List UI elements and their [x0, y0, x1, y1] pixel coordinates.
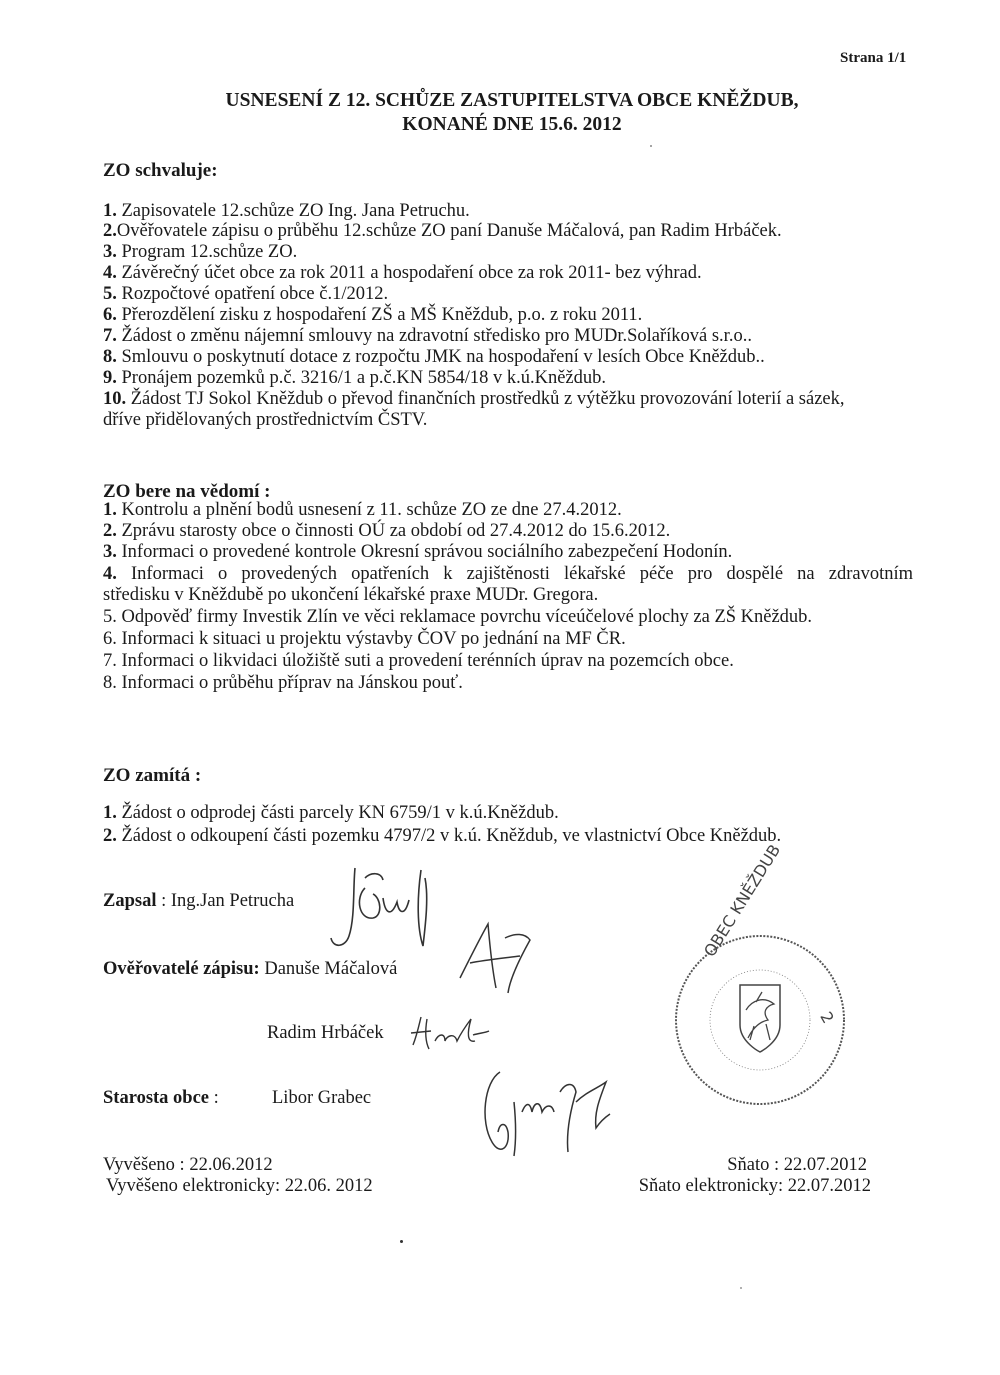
verifier-1-signature — [450, 918, 540, 998]
recorder-line: Zapsal : Ing.Jan Petrucha — [103, 891, 295, 911]
page-number: Strana 1/1 — [840, 50, 907, 66]
note-item: 1. Kontrolu a plnění bodů usnesení z 11. schůze ZO ze dne 27.4.2012. — [103, 500, 622, 520]
note-item-continuation: středisku v Kněždubě po ukončení lékařské praxe MUDr. Gregora. — [103, 585, 599, 605]
approve-item: 5. Rozpočtové opatření obce č.1/2012. — [103, 284, 389, 304]
recorder-name: Ing.Jan Petrucha — [170, 891, 295, 911]
note-item: 4. Informaci o provedených opatřeních k zajištěnosti lékařské péče pro dospělé na zdravotním — [103, 564, 913, 584]
scan-speck — [740, 1287, 742, 1289]
document-subtitle: KONANÉ DNE 15.6. 2012 — [402, 114, 622, 135]
posted-electronic-date: Vyvěšeno elektronicky: 22.06. 2012 — [106, 1176, 373, 1196]
mayor-signature — [470, 1052, 620, 1172]
mayor-line: Starosta obce : — [103, 1088, 219, 1108]
verifier-1-name: Danuše Máčalová — [264, 959, 398, 979]
approve-item-continuation: dříve přidělovaných prostřednictvím ČSTV. — [103, 410, 428, 430]
approve-item: 6. Přerozdělení zisku z hospodaření ZŠ a MŠ Kněždub, p.o. z roku 2011. — [103, 305, 643, 325]
mayor-name: Libor Grabec — [272, 1088, 372, 1108]
scan-speck — [650, 145, 652, 147]
document-title: USNESENÍ Z 12. SCHŮZE ZASTUPITELSTVA OBCE KNĚŽDUB, — [225, 90, 799, 111]
note-item: 3. Informaci o provedené kontrole Okresní správou sociálního zabezpečení Hodonín. — [103, 542, 733, 562]
verifier-2-name: Radim Hrbáček — [267, 1023, 384, 1043]
approve-item: 2.Ověřovatele zápisu o průběhu 12.schůze ZO paní Danuše Máčalová, pan Radim Hrbáček. — [103, 221, 782, 241]
approve-item: 1. Zapisovatele 12.schůze ZO Ing. Jana Petruchu. — [103, 201, 470, 221]
approve-item: 10. Žádost TJ Sokol Kněždub o převod finančních prostředků z výtěžku provozování loterií a sázek, — [103, 389, 845, 409]
note-item: 7. Informaci o likvidaci úložiště suti a provedení terénních úprav na pozemcích obce. — [103, 651, 734, 671]
approve-item: 7. Žádost o změnu nájemní smlouvy na zdravotní středisko pro MUDr.Solaříková s.r.o.. — [103, 326, 752, 346]
reject-item: 1. Žádost o odprodej části parcely KN 6759/1 v k.ú.Kněždub. — [103, 803, 559, 823]
note-item: 2. Zprávu starosty obce o činnosti OÚ za období od 27.4.2012 do 15.6.2012. — [103, 521, 671, 541]
approve-item: 8. Smlouvu o poskytnutí dotace z rozpočtu JMK na hospodaření v lesích Obce Kněždub.. — [103, 347, 765, 367]
verifiers-line: Ověřovatelé zápisu: Danuše Máčalová — [103, 959, 398, 979]
section-heading-notes: ZO bere na vědomí : — [103, 481, 271, 502]
stamp-text: OBEC KNĚŽDUB — [700, 841, 785, 961]
recorder-signature — [325, 858, 455, 958]
removed-date: Sňato : 22.07.2012 — [727, 1155, 867, 1175]
posted-date: Vyvěšeno : 22.06.2012 — [103, 1155, 273, 1175]
approve-item: 3. Program 12.schůze ZO. — [103, 242, 298, 262]
official-stamp — [670, 841, 850, 1110]
note-item: 8. Informaci o průběhu příprav na Jánskou pouť. — [103, 673, 463, 693]
scan-speck — [400, 1240, 403, 1243]
stamp-number: 2 — [816, 1008, 838, 1027]
removed-electronic-date: Sňato elektronicky: 22.07.2012 — [638, 1176, 871, 1196]
section-heading-rejects: ZO zamítá : — [103, 765, 202, 786]
reject-item: 2. Žádost o odkoupení části pozemku 4797/2 v k.ú. Kněždub, ve vlastnictví Obce Kněždub. — [103, 826, 782, 846]
note-item: 5. Odpověď firmy Investik Zlín ve věci reklamace povrchu víceúčelové plochy za ZŠ Kněždub. — [103, 607, 813, 627]
approve-item: 9. Pronájem pozemků p.č. 3216/1 a p.č.KN 5854/18 v k.ú.Kněždub. — [103, 368, 607, 388]
approve-item: 4. Závěrečný účet obce za rok 2011 a hospodaření obce za rok 2011- bez výhrad. — [103, 263, 702, 283]
note-item: 6. Informaci k situaci u projektu výstavby ČOV po jednání na MF ČR. — [103, 629, 626, 649]
section-heading-approves: ZO schvaluje: — [103, 160, 218, 181]
